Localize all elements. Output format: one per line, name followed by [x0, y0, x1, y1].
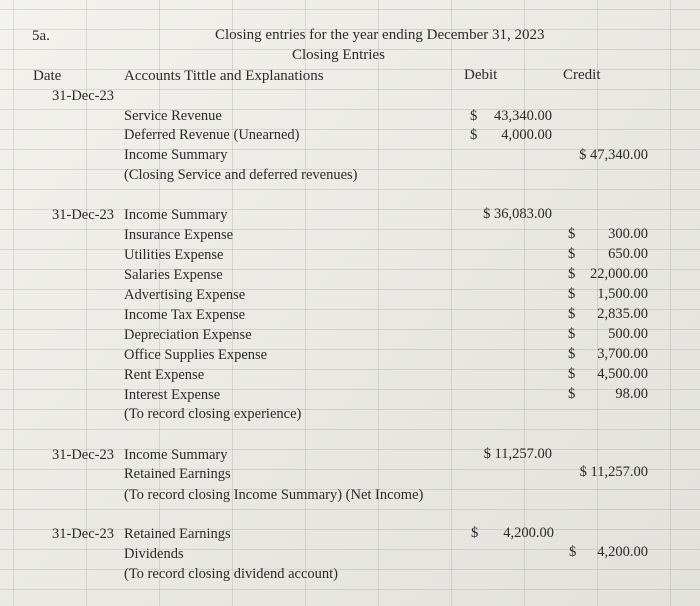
- account-title: Income Tax Expense: [124, 307, 246, 323]
- credit-amount: 4,200.00: [597, 544, 648, 560]
- account-title: Deferred Revenue (Unearned): [124, 127, 300, 143]
- debit-amount: $ 36,083.00: [483, 206, 552, 222]
- credit-amount: $ 11,257.00: [579, 464, 648, 480]
- credit-dollar-sign: $: [568, 306, 576, 322]
- credit-dollar-sign: $: [568, 326, 576, 342]
- account-title: Depreciation Expense: [124, 327, 252, 343]
- entry-date: 31-Dec-23: [52, 207, 115, 223]
- credit-dollar-sign: $: [569, 544, 577, 560]
- debit-dollar-sign: $: [471, 525, 479, 541]
- credit-dollar-sign: $: [568, 266, 576, 282]
- page-subtitle: Closing Entries: [292, 47, 385, 63]
- page-title: Closing entries for the year ending December 31, 2023: [215, 27, 545, 43]
- credit-amount: 650.00: [608, 246, 648, 262]
- debit-amount: $ 11,257.00: [483, 446, 552, 462]
- account-title: Retained Earnings: [124, 466, 231, 482]
- credit-dollar-sign: $: [568, 286, 576, 302]
- debit-amount: 4,200.00: [503, 525, 554, 541]
- credit-dollar-sign: $: [568, 346, 576, 362]
- credit-dollar-sign: $: [568, 366, 576, 382]
- entry-date: 31-Dec-23: [52, 447, 115, 463]
- column-header-debit: Debit: [464, 67, 498, 83]
- debit-amount: 43,340.00: [494, 108, 552, 124]
- account-title: Office Supplies Expense: [124, 347, 268, 363]
- entry-explanation: (Closing Service and deferred revenues): [124, 167, 358, 183]
- account-title: Advertising Expense: [124, 287, 246, 303]
- account-title: Rent Expense: [124, 367, 205, 383]
- credit-amount: $ 47,340.00: [579, 147, 648, 163]
- account-title: Retained Earnings: [124, 526, 231, 542]
- account-title: Salaries Expense: [124, 267, 223, 283]
- column-header-accounts: Accounts Tittle and Explanations: [124, 68, 324, 84]
- account-title: Service Revenue: [124, 108, 222, 124]
- credit-amount: 98.00: [615, 386, 648, 402]
- credit-amount: 22,000.00: [590, 266, 648, 282]
- credit-dollar-sign: $: [568, 386, 576, 402]
- account-title: Utilities Expense: [124, 247, 224, 263]
- credit-amount: 1,500.00: [597, 286, 648, 302]
- entry-explanation: (To record closing Income Summary) (Net Income): [124, 487, 424, 503]
- credit-amount: 2,835.00: [597, 306, 648, 322]
- column-header-date: Date: [33, 68, 62, 84]
- account-title: Dividends: [124, 546, 184, 562]
- credit-amount: 300.00: [608, 226, 648, 242]
- account-title: Interest Expense: [124, 387, 221, 403]
- column-header-credit: Credit: [563, 67, 601, 83]
- credit-amount: 4,500.00: [597, 366, 648, 382]
- debit-amount: 4,000.00: [501, 127, 552, 143]
- account-title: Income Summary: [124, 207, 228, 223]
- account-title: Insurance Expense: [124, 227, 234, 243]
- entry-date: 31-Dec-23: [52, 88, 115, 104]
- entry-explanation: (To record closing experience): [124, 406, 302, 422]
- credit-dollar-sign: $: [568, 246, 576, 262]
- debit-dollar-sign: $: [470, 108, 478, 124]
- credit-amount: 3,700.00: [597, 346, 648, 362]
- entry-explanation: (To record closing dividend account): [124, 566, 338, 582]
- credit-amount: 500.00: [608, 326, 648, 342]
- account-title: Income Summary: [124, 447, 228, 463]
- section-label: 5a.: [32, 28, 50, 44]
- credit-dollar-sign: $: [568, 226, 576, 242]
- entry-date: 31-Dec-23: [52, 526, 115, 542]
- account-title: Income Summary: [124, 147, 228, 163]
- debit-dollar-sign: $: [470, 127, 478, 143]
